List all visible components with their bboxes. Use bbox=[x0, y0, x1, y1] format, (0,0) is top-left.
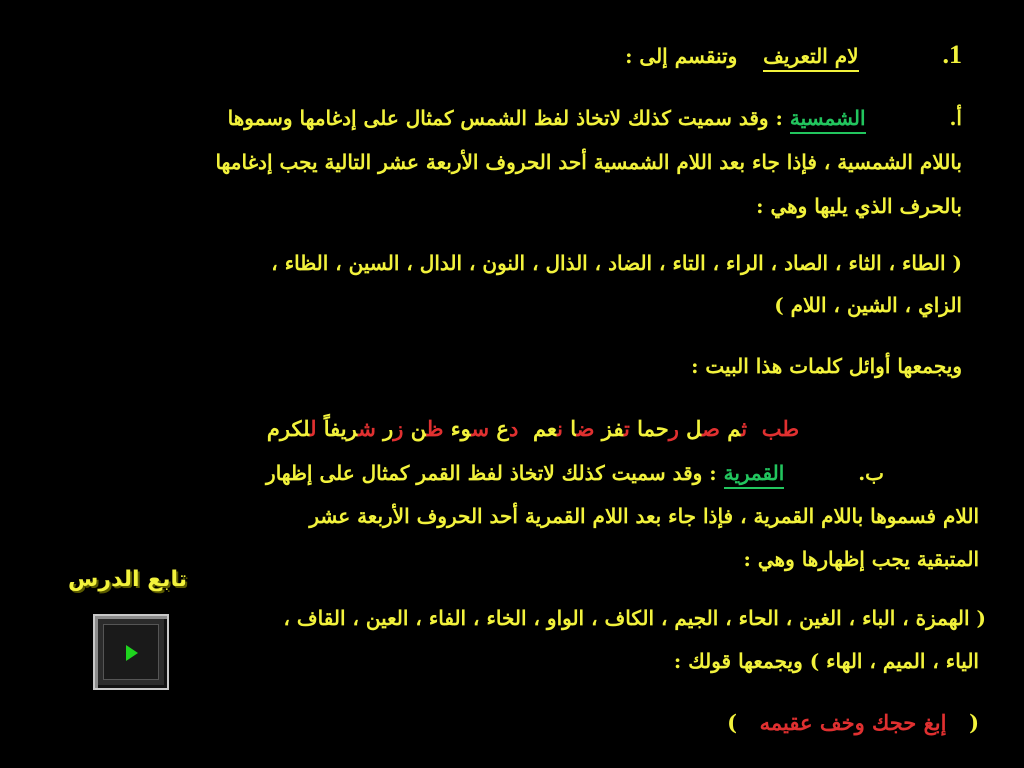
continue-lesson-label[interactable]: تابع الدرس bbox=[68, 567, 188, 592]
poem-initial-letter: ت bbox=[624, 416, 630, 441]
closing-close: ) bbox=[727, 710, 738, 735]
closing-phrase bbox=[727, 710, 979, 735]
qamariya-term: القمرية bbox=[724, 461, 785, 489]
qamariya-line-2 bbox=[309, 506, 979, 526]
qamariya-line-3 bbox=[744, 549, 979, 569]
poem-initial-letter: ل bbox=[310, 416, 317, 441]
shamsiya-text-1: : وقد سميت كذلك لاتخاذ لفظ الشمس كمثال على إدغامها وسموها bbox=[227, 106, 783, 130]
shamsiya-line-2 bbox=[215, 152, 962, 172]
shamsiya-text-3: بالحرف الذي يليها وهي : bbox=[756, 194, 962, 218]
shamsiya-letters-2 bbox=[774, 295, 962, 315]
qamariya-text-3: المتبقية يجب إظهارها وهي : bbox=[743, 547, 979, 571]
poem-text: ا bbox=[562, 416, 577, 441]
poem-initial-letter: ص bbox=[702, 416, 720, 441]
poem-initial-letter: ر bbox=[668, 416, 679, 441]
poem-text: عم bbox=[518, 416, 558, 441]
shamsiya-collect-text: ويجمعها أوائل كلمات هذا البيت : bbox=[691, 354, 962, 378]
qamariya-letters-1 bbox=[284, 608, 987, 628]
qamariya-marker: ب. bbox=[858, 461, 884, 485]
closing-text: إبغ حجك وخف عقيمه bbox=[759, 710, 947, 735]
poem-initial-letter: ن bbox=[557, 416, 563, 441]
poem-text: ن bbox=[403, 416, 427, 441]
poem-initial-letter: ش bbox=[358, 416, 376, 441]
heading-term: لام التعريف bbox=[763, 44, 858, 72]
poem-text bbox=[747, 416, 762, 441]
shamsiya-text-2: باللام الشمسية ، فإذا جاء بعد اللام الشمسية أحد الحروف الأربعة عشر التالية يجب إدغامها bbox=[215, 150, 962, 174]
heading-number: 1. bbox=[942, 40, 962, 69]
next-button[interactable] bbox=[93, 614, 169, 690]
shamsiya-collect bbox=[691, 356, 962, 376]
shamsiya-letters-text-2: الزاي ، الشين ، اللام ) bbox=[774, 293, 962, 317]
poem-text: ل bbox=[678, 416, 703, 441]
poem-text: حما bbox=[629, 416, 669, 441]
poem-line bbox=[250, 416, 816, 441]
poem-text: ر bbox=[375, 416, 394, 441]
shamsiya-line-1 bbox=[228, 108, 962, 128]
shamsiya-letters-1 bbox=[271, 253, 962, 273]
qamariya-text-2: اللام فسموها باللام القمرية ، فإذا جاء بعد اللام القمرية أحد الحروف الأربعة عشر bbox=[309, 504, 979, 528]
poem-text: ريفاً bbox=[316, 416, 359, 441]
poem-text: وء bbox=[443, 416, 472, 441]
qamariya-letters-text-2: الياء ، الميم ، الهاء ) ويجمعها قولك : bbox=[673, 649, 979, 673]
poem-text: ع bbox=[489, 416, 509, 441]
poem-initial-letter: ث bbox=[741, 416, 748, 441]
next-button-face[interactable] bbox=[103, 624, 159, 680]
heading-rest: وتنقسم إلى : bbox=[625, 44, 738, 68]
qamariya-letters-text-1: ( الهمزة ، الباء ، الغين ، الحاء ، الجيم ، الكاف ، الواو ، الخاء ، الفاء ، العين ، القاف ، bbox=[283, 606, 986, 630]
qamariya-line-1 bbox=[266, 463, 884, 483]
poem-initial-letter: ض bbox=[576, 416, 595, 441]
poem-initial-letter: س bbox=[471, 416, 490, 441]
heading-line bbox=[625, 42, 962, 68]
poem-initial-letter: طب bbox=[761, 416, 800, 441]
shamsiya-line-3 bbox=[756, 196, 962, 216]
shamsiya-term: الشمسية bbox=[790, 106, 866, 134]
poem-initial-letter: ظ bbox=[426, 416, 444, 441]
qamariya-letters-2 bbox=[674, 651, 979, 671]
poem-text: م bbox=[719, 416, 742, 441]
poem-text: فز bbox=[594, 416, 625, 441]
shamsiya-marker: أ. bbox=[949, 106, 962, 130]
qamariya-text-1: : وقد سميت كذلك لاتخاذ لفظ القمر كمثال على إظهار bbox=[266, 461, 717, 485]
closing-open: ( bbox=[969, 710, 979, 735]
poem-initial-letter: ز bbox=[393, 416, 404, 441]
poem-text: لكرم bbox=[266, 416, 311, 441]
shamsiya-letters-text-1: ( الطاء ، الثاء ، الصاد ، الراء ، التاء ، الضاد ، الذال ، النون ، الدال ، السين ، الظاء ، bbox=[271, 251, 962, 275]
play-icon bbox=[126, 645, 138, 661]
poem-initial-letter: د bbox=[508, 416, 519, 441]
